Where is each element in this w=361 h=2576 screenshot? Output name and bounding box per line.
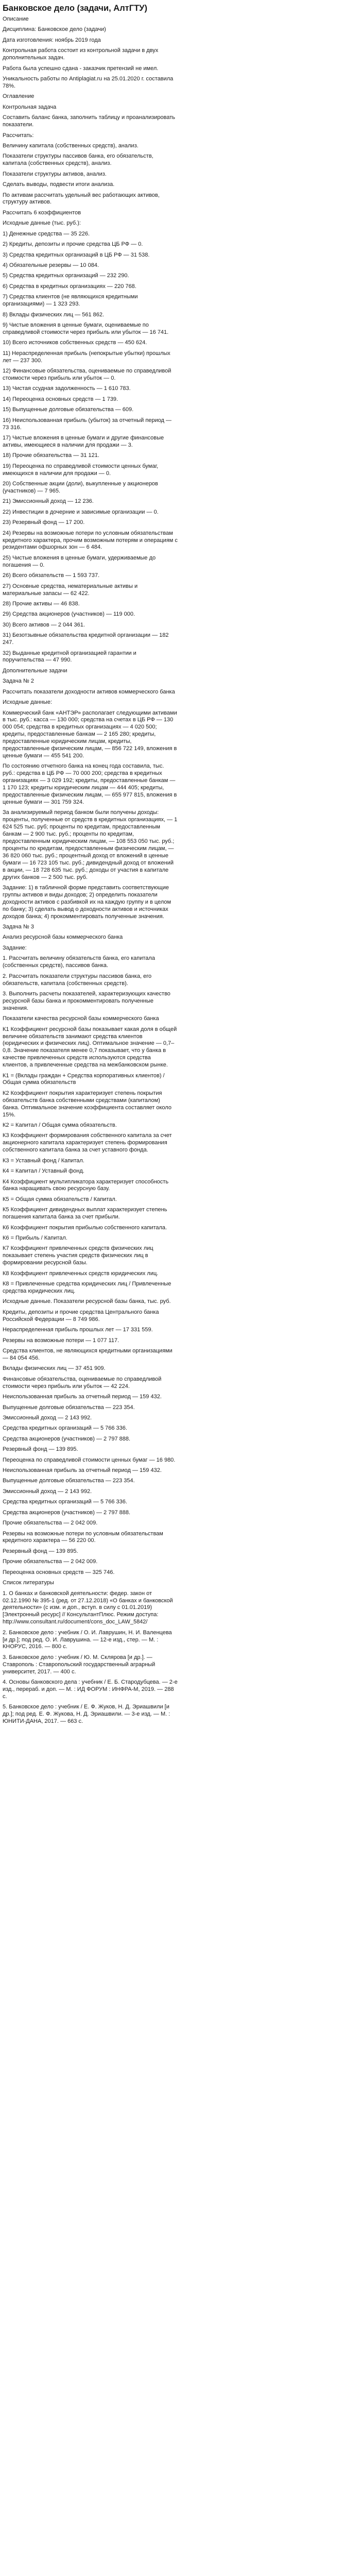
text-line: 2. Рассчитать показатели структуры пассивов банка, его обязательств, капитала (собственных средств). (3, 973, 152, 987)
text-line: Показатели качества ресурсной базы коммерческого банка (3, 1015, 159, 1022)
text-line: Нераспределенная прибыль прошлых лет — 17 331 559. (3, 1327, 153, 1333)
text-line: К4 Коэффициент мультипликатора характеризует способность банка наращивать свою ресурсную базу. (3, 1178, 169, 1192)
text-line: Показатели структуры активов, анализ. (3, 171, 107, 177)
text-line: Вклады физических лиц — 37 451 909. (3, 1365, 106, 1372)
text-line: 29) Средства акционеров (участников) — 119 000. (3, 611, 135, 618)
text-line: Задание: 1) в табличной форме представить соответствующие группы активов и виды доходов; 2) определить показатели доходности активов с разбивкой их на каждую группу и в целом по банку; 3) сделать вывод о доходности активов и источниках доходов банка; 4) прокомментировать полученные значения. (3, 884, 171, 920)
document-body (3, 16, 178, 1725)
text-line: 24) Резервы на возможные потери по условным обязательствам кредитного характера, прочим возможным потерям и операциям с резидентами офшорных зон — 6 484. (3, 530, 178, 551)
text-line: Резервный фонд — 139 895. (3, 1548, 78, 1554)
text-line: Исходные данные. Показатели ресурсной базы банка, тыс. руб. (3, 1298, 171, 1305)
text-line: 32) Выданные кредитной организацией гарантии и поручительства — 47 990. (3, 650, 136, 664)
text-line: 7) Средства клиентов (не являющихся кредитными организациями) — 1 323 293. (3, 294, 138, 308)
text-line: Эмиссионный доход — 2 143 992. (3, 1414, 92, 1421)
text-line: Неиспользованная прибыль за отчетный период — 159 432. (3, 1394, 162, 1400)
text-line: 5) Средства кредитных организаций — 232 290. (3, 273, 129, 279)
text-line: К8 Коэффициент привлеченных средств юридических лиц. (3, 1270, 159, 1277)
text-line: К5 = Общая сумма обязательств / Капитал. (3, 1196, 117, 1202)
text-line: Выпущенные долговые обязательства — 223 354. (3, 1404, 135, 1411)
text-line: Сделать выводы, подвести итоги анализа. (3, 181, 115, 188)
text-line: Финансовые обязательства, оцениваемые по справедливой стоимости через прибыль или убыток — 42 224. (3, 1376, 162, 1389)
text-line: Средства акционеров (участников) — 2 797 888. (3, 1509, 131, 1516)
text-line: По состоянию отчетного банка на конец года составила, тыс. руб.: средства в ЦБ РФ — 70 000 200; средства в кредитных организациях — 3 029 192; кредиты, предоставленные банкам — 1 170 123; кредиты юридическим лицам — 444 405; кредиты, предоставленные физическим лицам, — 655 977 815, вложения в ценные бумаги — 301 759 324. (3, 763, 177, 805)
text-line: К3 Коэффициент формирования собственного капитала за счет акционерного капитала характеризует степень формирования собственного капитала банка за счет уставного фонда. (3, 1132, 172, 1154)
text-line: 30) Всего активов — 2 044 361. (3, 621, 85, 628)
text-line: Дисциплина: Банковское дело (задачи) (3, 26, 106, 33)
text-line: По активам рассчитать удельный вес работающих активов, структуру активов. (3, 192, 160, 206)
text-line: Составить баланс банка, заполнить таблицу и проанализировать показатели. (3, 114, 176, 128)
text-line: 15) Выпущенные долговые обязательства — 609. (3, 406, 134, 413)
text-line: К5 Коэффициент дивидендных выплат характеризует степень погашения капитала банка за счет прибыли. (3, 1207, 167, 1221)
text-line: К6 = Прибыль / Капитал. (3, 1235, 67, 1242)
text-line: Работа была успешно сдана - заказчик претензий не имел. (3, 65, 159, 72)
text-line: 3. Выполнить расчеты показателей, характеризующих качество ресурсной базы банка и прокомментировать полученные значения. (3, 990, 170, 1011)
text-line: 12) Финансовые обязательства, оцениваемые по справедливой стоимости через прибыль или убыток — 0. (3, 368, 171, 381)
text-line: 2) Кредиты, депозиты и прочие средства ЦБ РФ — 0. (3, 241, 143, 248)
text-line: Коммерческий банк «АНТЭР» располагает следующими активами в тыс. руб.: касса — 130 000; средства на счетах в ЦБ РФ — 130 000 054; средства в кредитных организациях — 4 020 500; кредиты, предоставленные банкам — 2 165 280; кредиты, предоставленные юридическим лицам, кредиты, предоставленные физическим лицам, — 856 722 149, вложения в ценные бумаги — 455 541 200. (3, 709, 177, 759)
text-line: К2 Коэффициент покрытия характеризует степень покрытия обязательств банка собственными средствами (капиталом) банка. Оптимальное значение коэффициента составляет около 15%. (3, 1090, 171, 1118)
text-line: Неиспользованная прибыль за отчетный период — 159 432. (3, 1467, 162, 1474)
page-title: Банковское дело (задачи, АлтГТУ) (3, 4, 147, 13)
text-line: Эмиссионный доход — 2 143 992. (3, 1488, 92, 1495)
text-line: Резервы на возможные потери — 1 077 117. (3, 1337, 119, 1344)
text-line: Рассчитать: (3, 132, 34, 139)
text-line: 9) Чистые вложения в ценные бумаги, оцениваемые по справедливой стоимости через прибыль или убыток — 16 741. (3, 321, 169, 335)
text-line: За анализируемый период банком были получены доходы: проценты, полученные от средств в кредитных организациях, — 1 624 525 тыс. руб; проценты по кредитам, предоставленным банкам — 2 900 тыс. руб.; проценты по кредитам, предоставленным юридическим лицам, — 108 553 050 тыс. руб.; проценты по кредитам, предоставленным физическим лицам, — 36 820 060 тыс. руб.; процентный доход от вложений в ценные бумаги — 16 723 105 тыс. руб.; дивидендный доход от вложений в акции, — 18 728 635 тыс. руб.; доходы от участия в капитале других банков — 2 500 тыс. руб. (3, 809, 178, 880)
text-line: Дата изготовления: ноябрь 2019 года (3, 37, 101, 43)
text-line: 5. Банковское дело : учебник / Е. Ф. Жуков, Н. Д. Эриашвили [и др.]; под ред. Е. Ф. Жукова, Н. Д. Эриашвили. — 3-е изд. — М. : ЮНИТИ-ДАНА, 2017. — 663 с. (3, 1704, 170, 1725)
text-line: Прочие обязательства — 2 042 009. (3, 1520, 98, 1527)
text-line: Задание: (3, 944, 27, 951)
text-line: К7 Коэффициент привлеченных средств физических лиц показывает степень участия средств физических лиц в формировании ресурсной базы. (3, 1245, 153, 1266)
text-line: 3. Банковское дело : учебник / Ю. М. Склярова [и др.]. — Ставрополь : Ставропольский государственный аграрный университет, 2017. — 400 с. (3, 1654, 156, 1675)
text-line: Прочие обязательства — 2 042 009. (3, 1558, 98, 1565)
text-line: 16) Неиспользованная прибыль (убыток) за отчетный период — 73 316. (3, 417, 172, 431)
text-line: 4) Обязательные резервы — 10 084. (3, 262, 99, 268)
text-line: Исходные данные: (3, 699, 52, 706)
text-line: 22) Инвестиции в дочерние и зависимые организации — 0. (3, 509, 159, 515)
text-line: Анализ ресурсной базы коммерческого банка (3, 934, 123, 941)
text-line: 2. Банковское дело : учебник / О. И. Лаврушин, Н. И. Валенцева [и др.]; под ред. О. И. Лаврушина. — 12-е изд., стер. — М. : КНОРУС, 2016. — 800 с. (3, 1629, 172, 1650)
text-line: К1 = (Вклады граждан + Средства корпоративных клиентов) / Общая сумма обязательств (3, 1072, 165, 1086)
text-line: К6 Коэффициент покрытия прибылью собственного капитала. (3, 1224, 167, 1231)
text-line: 14) Переоценка основных средств — 1 739. (3, 396, 118, 402)
text-line: 10) Всего источников собственных средств — 450 624. (3, 340, 147, 346)
text-line: Исходные данные (тыс. руб.): (3, 220, 81, 227)
text-line: Контрольная задача (3, 104, 57, 110)
text-line: 13) Чистая ссудная задолженность — 1 610 783. (3, 385, 131, 392)
text-line: 23) Резервный фонд — 17 200. (3, 519, 85, 526)
text-line: 11) Нераспределенная прибыль (непокрытые убытки) прошлых лет — 237 300. (3, 350, 170, 364)
text-line: Рассчитать показатели доходности активов коммерческого банка (3, 688, 175, 695)
text-line: 17) Чистые вложения в ценные бумаги и другие финансовые активы, имеющиеся в наличии для продажи — 3. (3, 434, 164, 448)
text-line: Задача № 2 (3, 678, 34, 685)
text-line: 1. О банках и банковской деятельности: федер. закон от 02.12.1990 № 395-1 (ред. от 27.12.2018) «О банках и банковской деятельности» (с изм. и доп., вступ. в силу с 01.01.2019) [Электронный ресурс] // КонсультантПлюс. Режим доступа: http://www.consultant.ru/document/cons_doc_LAW_5842/ (3, 1590, 173, 1625)
text-line: 27) Основные средства, нематериальные активы и материальные запасы — 62 422. (3, 583, 138, 597)
text-line: 21) Эмиссионный доход — 12 236. (3, 498, 94, 505)
text-line: Средства кредитных организаций — 5 766 336. (3, 1425, 127, 1432)
text-line: К2 = Капитал / Общая сумма обязательств. (3, 1122, 117, 1129)
text-line: Контрольная работа состоит из контрольной задачи в двух дополнительных задач. (3, 47, 159, 61)
text-line: Резервы на возможные потери по условным обязательствам кредитного характера — 56 220 00. (3, 1530, 163, 1544)
text-line: Резервный фонд — 139 895. (3, 1446, 78, 1453)
text-line: Переоценка основных средств — 325 746. (3, 1569, 115, 1575)
text-line: 4. Основы банковского дела : учебник / Е. Б. Стародубцева. — 2-е изд., перераб. и доп. — М. : ИД ФОРУМ : ИНФРА-М, 2019. — 288 с. (3, 1679, 178, 1700)
text-line: Переоценка по справедливой стоимости ценных бумаг — 16 980. (3, 1456, 176, 1463)
text-line: 25) Чистые вложения в ценные бумаги, удерживаемые до погашения — 0. (3, 554, 156, 568)
text-line: К8 = Привлеченные средства юридических лиц / Привлеченные средства юридических лиц. (3, 1281, 171, 1294)
text-line: Выпущенные долговые обязательства — 223 354. (3, 1478, 135, 1484)
text-line: 8) Вклады физических лиц — 561 862. (3, 311, 105, 318)
text-line: 20) Собственные акции (доли), выкупленные у акционеров (участников) — 7 965. (3, 481, 158, 494)
text-line: 18) Прочие обязательства — 31 121. (3, 452, 99, 459)
text-line: Дополнительные задачи (3, 667, 67, 674)
text-line: Кредиты, депозиты и прочие средства Центрального банка Российской Федерации — 8 749 986. (3, 1309, 159, 1323)
text-line: 6) Средства в кредитных организациях — 220 768. (3, 283, 136, 290)
text-line: 26) Всего обязательств — 1 593 737. (3, 572, 100, 579)
text-line: 1) Денежные средства — 35 226. (3, 230, 90, 237)
text-line: Рассчитать 6 коэффициентов (3, 209, 81, 216)
text-line: Список литературы (3, 1580, 54, 1586)
text-line: Уникальность работы по Antiplagiat.ru на 25.01.2020 г. составила 78%. (3, 76, 174, 89)
text-line: Средства акционеров (участников) — 2 797 888. (3, 1435, 131, 1442)
text-line: Величину капитала (собственных средств), анализ. (3, 142, 139, 149)
text-line: К1 Коэффициент ресурсной базы показывает какая доля в общей величине обязательств занимают средства клиентов (юридических и физических лиц). Оптимальное значение — 0,7–0,8. Значение показателя менее 0,7 показывает, что у банка в качестве привлеченных средств используются средства клиентов, а привлеченные средства на межбанковском рынке. (3, 1026, 177, 1069)
text-line: Средства клиентов, не являющихся кредитными организациями — 84 054 456. (3, 1348, 173, 1361)
text-line: 28) Прочие активы — 46 838. (3, 600, 80, 607)
text-line: 1. Рассчитать величину обязательств банка, его капитала (собственных средств), пассивов банка. (3, 955, 155, 969)
text-line: 3) Средства кредитных организаций в ЦБ РФ — 31 538. (3, 251, 150, 258)
text-line: К4 = Капитал / Уставный фонд. (3, 1168, 84, 1175)
text-line: 31) Безотзывные обязательства кредитной организации — 182 247. (3, 632, 169, 646)
text-line: Задача № 3 (3, 924, 34, 930)
text-line: 19) Переоценка по справедливой стоимости ценных бумаг, имеющихся в наличии для продажи — 0. (3, 463, 159, 477)
text-line: Описание (3, 16, 29, 22)
text-line: Оглавление (3, 93, 35, 100)
text-line: Показатели структуры пассивов банка, его обязательств, капитала (собственных средств), анализ. (3, 153, 153, 167)
text-line: Средства кредитных организаций — 5 766 336. (3, 1499, 127, 1505)
text-line: К3 = Уставный фонд / Капитал. (3, 1157, 84, 1164)
